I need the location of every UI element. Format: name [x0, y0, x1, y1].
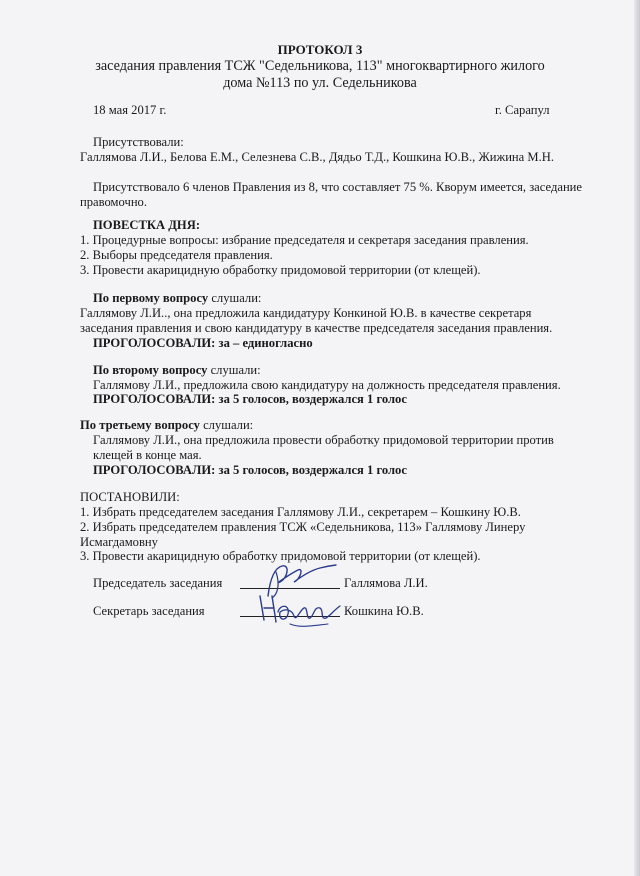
q2-line1: Галлямову Л.И., предложила свою кандидатуру на должность председателя правления.	[93, 378, 561, 392]
chair-label: Председатель заседания	[93, 576, 223, 590]
document-date: 18 мая 2017 г.	[93, 103, 167, 117]
q2-heading-bold: По второму вопросу	[93, 363, 208, 377]
document-subtitle-line2: дома №113 по ул. Седельникова	[223, 75, 417, 91]
q1-heading-bold: По первому вопросу	[93, 291, 209, 305]
q3-heading-bold: По третьему вопросу	[80, 418, 200, 432]
q1-heading-rest: слушали:	[208, 291, 262, 305]
agenda-heading: ПОВЕСТКА ДНЯ:	[93, 218, 201, 232]
present-label: Присутствовали:	[93, 135, 184, 149]
q2-heading-rest: слушали:	[207, 363, 261, 377]
agenda-item-3: 3. Провести акарицидную обработку придомовой территории (от клещей).	[80, 263, 481, 277]
agenda-item-1: 1. Процедурные вопросы: избрание председателя и секретаря заседания правления.	[80, 233, 529, 247]
quorum-line1: Присутствовало 6 членов Правления из 8, что составляет 75 %. Кворум имеется, заседание	[93, 180, 583, 194]
document-title: ПРОТОКОЛ 3	[277, 42, 363, 57]
q2-heading	[93, 363, 261, 378]
chair-name: Галлямова Л.И.	[344, 576, 428, 590]
q1-line1: Галлямову Л.И.., она предложила кандидатуру Конкиной Ю.В. в качестве секретаря	[80, 306, 532, 320]
document-city: г. Сарапул	[495, 103, 550, 117]
q1-line2: заседания правления и свою кандидатуру в качестве председателя заседания правления.	[80, 321, 553, 335]
decision-item-1: 1. Избрать председателем заседания Галлямову Л.И., секретарем – Кошкину Ю.В.	[80, 505, 521, 519]
decision-item-2-line1: 2. Избрать председателем правления ТСЖ «Седельникова, 113» Галлямову Линеру	[80, 520, 526, 534]
q3-heading-rest: слушали:	[199, 418, 254, 432]
q3-vote: ПРОГОЛОСОВАЛИ: за 5 голосов, воздержался 1 голос	[93, 463, 407, 477]
q3-heading	[80, 418, 253, 433]
q3-line1: Галлямову Л.И., она предложила провести обработку придомовой территории против	[93, 433, 554, 447]
secretary-name: Кошкина Ю.В.	[344, 604, 424, 618]
secretary-signature	[250, 590, 345, 632]
decision-item-2-line2: Исмагдамовну	[80, 535, 158, 549]
q3-line2: клещей в конце мая.	[93, 448, 202, 462]
quorum-line2: правомочно.	[80, 195, 148, 209]
present-names: Галлямова Л.И., Белова Е.М., Селезнева С.В., Дядьо Т.Д., Кошкина Ю.В., Жижина М.Н.	[80, 150, 555, 164]
q1-heading	[93, 291, 261, 306]
secretary-label: Секретарь заседания	[93, 604, 205, 618]
q2-vote: ПРОГОЛОСОВАЛИ: за 5 голосов, воздержался 1 голос	[93, 392, 407, 406]
scan-edge-shadow	[634, 0, 640, 876]
decision-item-3: 3. Провести акарицидную обработку придомовой территории (от клещей).	[80, 549, 481, 563]
document-subtitle-line1: заседания правления ТСЖ "Седельникова, 113" многоквартирного жилого	[95, 58, 545, 74]
q1-vote: ПРОГОЛОСОВАЛИ: за – единогласно	[93, 336, 313, 350]
agenda-item-2: 2. Выборы председателя правления.	[80, 248, 273, 262]
decisions-heading: ПОСТАНОВИЛИ:	[80, 490, 180, 504]
